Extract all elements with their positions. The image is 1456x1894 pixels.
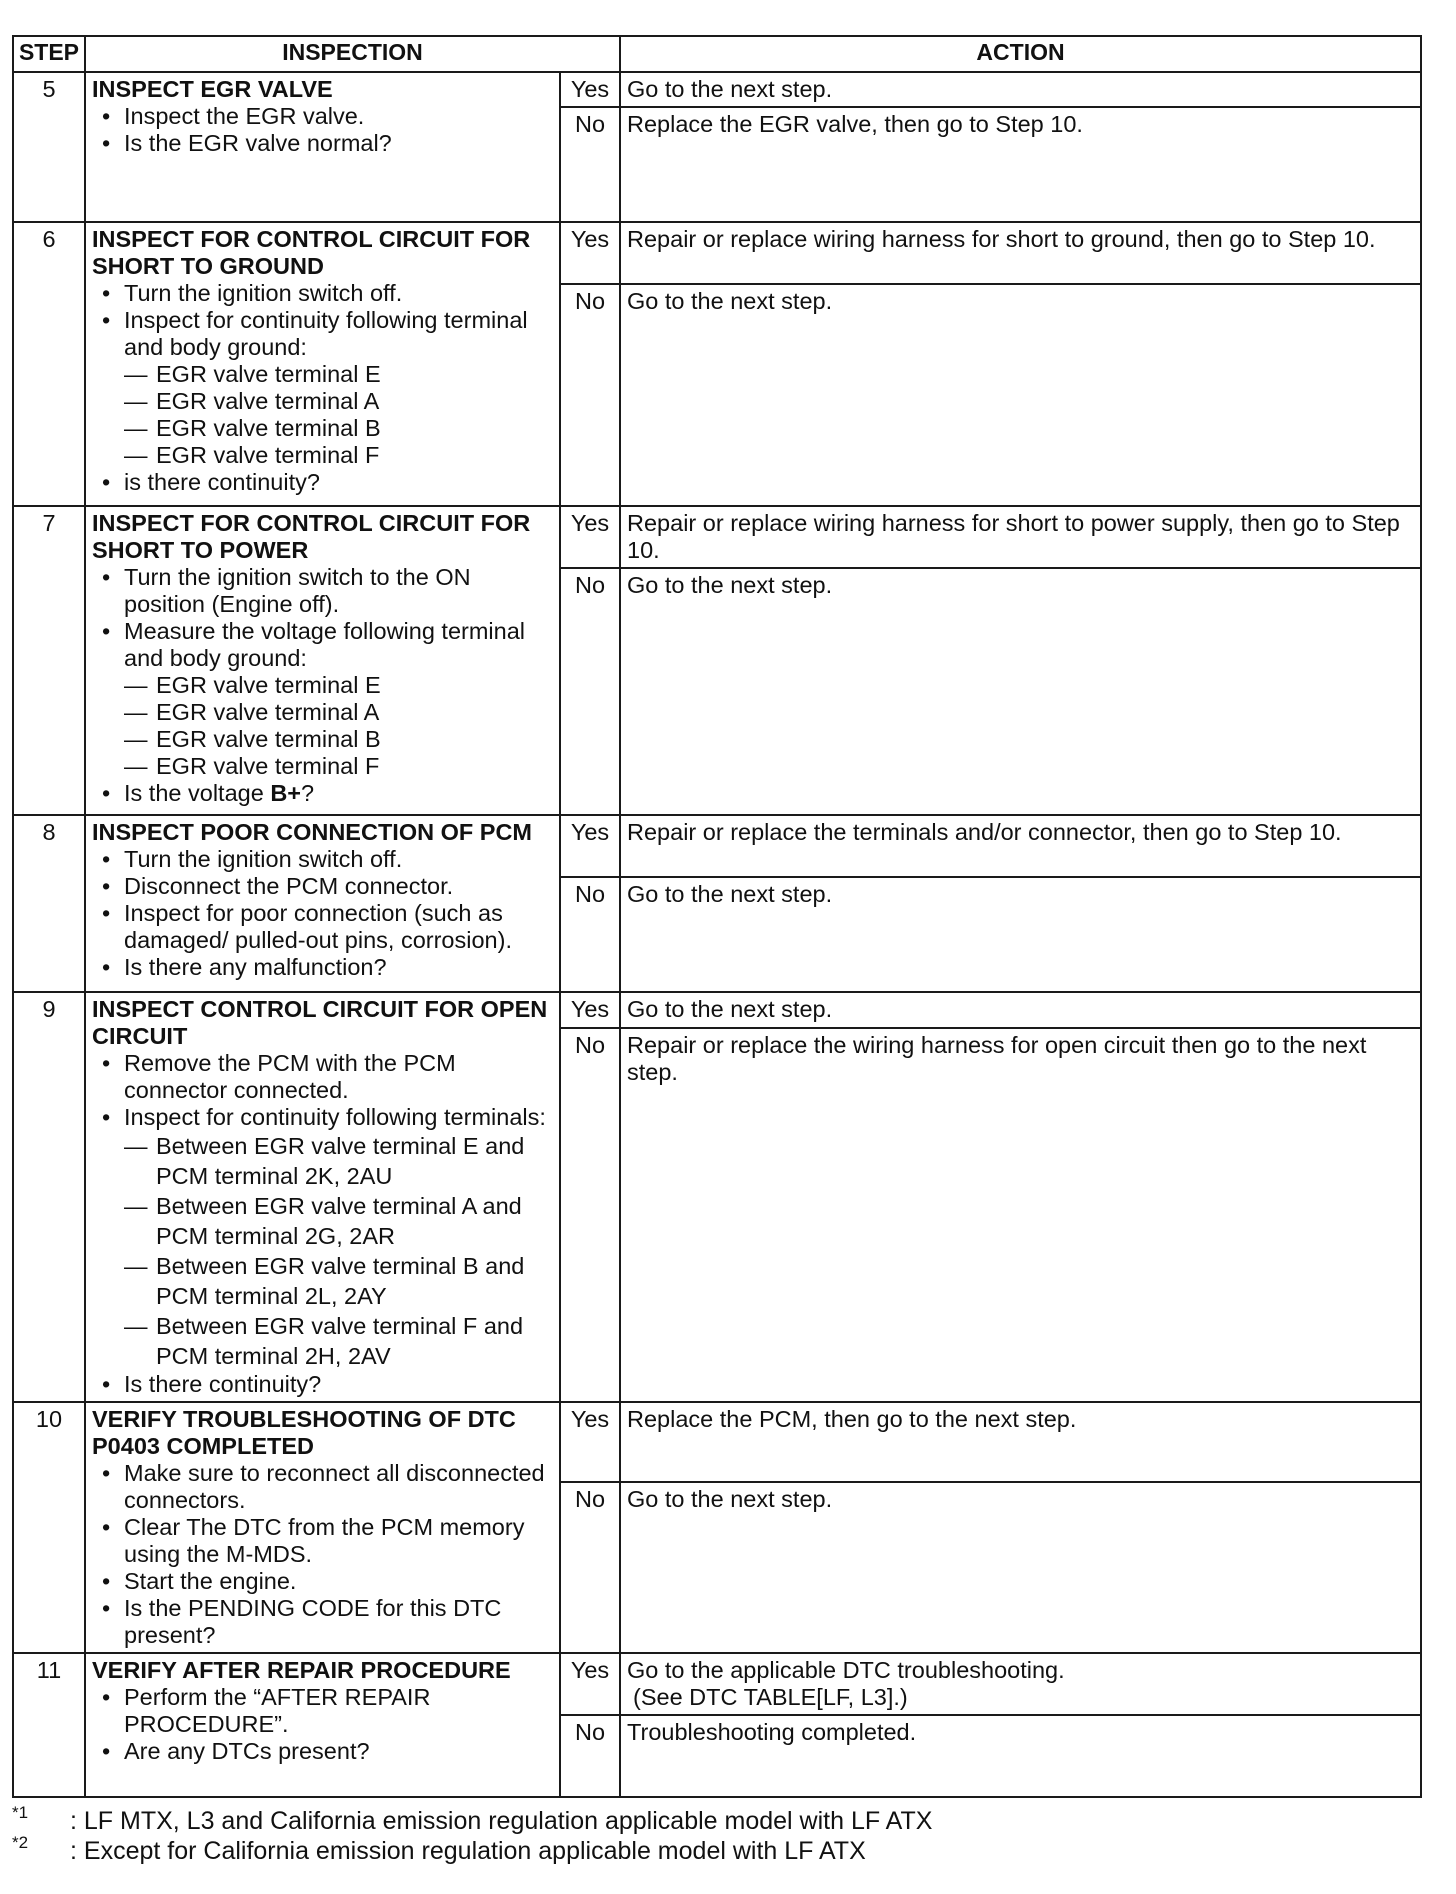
table-row — [13, 815, 1421, 877]
troubleshooting-document — [12, 35, 1420, 1798]
no-action: Troubleshooting completed. — [620, 1715, 1421, 1797]
inspection-title: INSPECT POOR CONNECTION OF PCM — [92, 819, 532, 845]
terminal-list — [124, 1131, 553, 1371]
step-number: 7 — [13, 506, 85, 815]
step-number: 11 — [13, 1653, 85, 1797]
list-item: • is there continuity? — [92, 469, 553, 496]
yes-action-text: Go to the applicable DTC troubleshooting. — [627, 1657, 1065, 1683]
list-item: • Clear The DTC from the PCM memory using the M-MDS. — [92, 1514, 553, 1568]
terminal-item: — Between EGR valve terminal B and PCM terminal 2L, 2AY — [124, 1253, 525, 1309]
terminal-item: — Between EGR valve terminal F and PCM terminal 2H, 2AV — [124, 1313, 524, 1369]
header-action: ACTION — [620, 36, 1421, 72]
yes-label: Yes — [560, 815, 620, 877]
footnote-mark: *1 — [12, 1803, 29, 1822]
list-item: • Disconnect the PCM connector. — [92, 873, 553, 900]
terminal-item: — EGR valve terminal B — [124, 726, 381, 752]
inspection-title: INSPECT CONTROL CIRCUIT FOR OPEN CIRCUIT — [92, 996, 548, 1049]
list-item: • Are any DTCs present? — [92, 1738, 553, 1765]
list-item — [92, 780, 553, 807]
terminal-list — [124, 361, 553, 469]
terminal-text: , 2AY — [331, 1283, 387, 1309]
terminal-text: Between EGR valve terminal E and PCM terminal 2K — [156, 1133, 525, 1189]
list-item: • Is the EGR valve normal? — [92, 130, 553, 157]
inspection-title: INSPECT FOR CONTROL CIRCUIT FOR SHORT TO POWER — [92, 510, 531, 563]
no-action: Repair or replace the wiring harness for open circuit then go to the next step. — [620, 1028, 1421, 1402]
inspection-cell — [85, 1402, 560, 1653]
inspection-list — [92, 1684, 553, 1765]
table-row — [13, 506, 1421, 568]
yes-action: Replace the PCM, then go to the next step. — [620, 1402, 1421, 1482]
list-item-text: Inspect for continuity following terminals: — [124, 1104, 546, 1130]
inspection-list — [92, 846, 553, 981]
voltage-value: B+ — [270, 780, 302, 806]
yes-action: Repair or replace the terminals and/or connector, then go to Step 10. — [620, 815, 1421, 877]
inspection-title: VERIFY AFTER REPAIR PROCEDURE — [92, 1657, 511, 1683]
inspection-cell — [85, 506, 560, 815]
terminal-item: — EGR valve terminal A — [124, 699, 380, 725]
troubleshooting-table — [12, 35, 1422, 1798]
no-label: No — [560, 107, 620, 222]
step-number: 6 — [13, 222, 85, 506]
list-item: • Make sure to reconnect all disconnected connectors. — [92, 1460, 553, 1514]
no-label: No — [560, 877, 620, 992]
no-label: No — [560, 1482, 620, 1653]
list-item: • Inspect the EGR valve. — [92, 103, 553, 130]
footnotes — [12, 1803, 1412, 1866]
footnote-text: : LF MTX, L3 and California emission regulation applicable model with LF ATX — [70, 1807, 933, 1835]
list-item: • Turn the ignition switch to the ON position (Engine off). — [92, 564, 553, 618]
terminal-text: Between EGR valve terminal F and PCM terminal 2H — [156, 1313, 524, 1369]
step-number: 10 — [13, 1402, 85, 1653]
inspection-list — [92, 103, 553, 157]
footnote — [12, 1803, 1412, 1836]
list-item-text: ? — [301, 780, 315, 806]
yes-label: Yes — [560, 222, 620, 284]
terminal-text: EGR valve terminal B — [156, 415, 381, 441]
list-item: • Inspect for poor connection (such as damaged/ pulled-out pins, corrosion). — [92, 900, 553, 954]
no-action: Go to the next step. — [620, 284, 1421, 506]
no-action: Go to the next step. — [620, 877, 1421, 992]
inspection-cell — [85, 1653, 560, 1797]
table-row — [13, 1653, 1421, 1715]
inspection-cell — [85, 992, 560, 1402]
terminal-text: EGR valve terminal B — [156, 726, 381, 752]
terminal-text: EGR valve terminal A — [156, 699, 380, 725]
no-label: No — [560, 568, 620, 815]
terminal-item: — Between EGR valve terminal E and PCM terminal 2K, 2AU — [124, 1133, 525, 1189]
terminal-text: EGR valve terminal F — [156, 753, 380, 779]
inspection-list — [92, 1460, 553, 1649]
yes-action: Repair or replace wiring harness for short to power supply, then go to Step 10. — [620, 506, 1421, 568]
terminal-text: EGR valve terminal E — [156, 361, 381, 387]
terminal-item: — EGR valve terminal F — [124, 753, 380, 779]
list-item: • Remove the PCM with the PCM connector connected. — [92, 1050, 553, 1104]
list-item — [92, 1104, 553, 1371]
inspection-cell — [85, 222, 560, 506]
yes-action: Go to the next step. — [620, 72, 1421, 107]
list-item-text: Inspect for continuity following terminal and body ground: — [124, 307, 528, 360]
yes-action: Repair or replace wiring harness for short to ground, then go to Step 10. — [620, 222, 1421, 284]
terminal-item: — EGR valve terminal E — [124, 361, 381, 387]
terminal-text: , 2AR — [336, 1223, 395, 1249]
inspection-title: VERIFY TROUBLESHOOTING OF DTC P0403 COMPLETED — [92, 1406, 516, 1459]
no-action: Go to the next step. — [620, 568, 1421, 815]
footnote — [12, 1833, 1412, 1866]
terminal-text: EGR valve terminal F — [156, 442, 380, 468]
header-step: STEP — [13, 36, 85, 72]
inspection-list — [92, 1050, 553, 1398]
no-action: Go to the next step. — [620, 1482, 1421, 1653]
table-header-row — [13, 36, 1421, 72]
yes-label: Yes — [560, 506, 620, 568]
table-row — [13, 222, 1421, 284]
table-row — [13, 72, 1421, 107]
yes-action: Go to the next step. — [620, 992, 1421, 1028]
terminal-text: Between EGR valve terminal A and PCM terminal 2G — [156, 1193, 522, 1249]
list-item-text: Is the voltage — [124, 780, 271, 806]
yes-label: Yes — [560, 992, 620, 1028]
yes-action — [620, 1653, 1421, 1715]
table-row — [13, 1402, 1421, 1482]
list-item: • Is there continuity? — [92, 1371, 553, 1398]
header-inspection: INSPECTION — [85, 36, 620, 72]
terminal-item: — EGR valve terminal A — [124, 388, 380, 414]
terminal-item: — EGR valve terminal B — [124, 415, 381, 441]
inspection-list — [92, 280, 553, 496]
terminal-text: , 2AV — [334, 1343, 391, 1369]
inspection-cell — [85, 72, 560, 222]
list-item: • Is the PENDING CODE for this DTC present? — [92, 1595, 553, 1649]
terminal-item: — Between EGR valve terminal A and PCM terminal 2G, 2AR — [124, 1193, 522, 1249]
inspection-list — [92, 564, 553, 807]
list-item — [92, 618, 553, 780]
list-item: • Turn the ignition switch off. — [92, 846, 553, 873]
yes-label: Yes — [560, 72, 620, 107]
yes-label: Yes — [560, 1653, 620, 1715]
no-action: Replace the EGR valve, then go to Step 10. — [620, 107, 1421, 222]
list-item: • Start the engine. — [92, 1568, 553, 1595]
yes-action-reference: (See DTC TABLE[LF, L3].) — [633, 1684, 908, 1710]
no-label: No — [560, 1028, 620, 1402]
terminal-text: Between EGR valve terminal B and PCM terminal 2L — [156, 1253, 525, 1309]
footnote-text: : Except for California emission regulation applicable model with LF ATX — [70, 1837, 866, 1865]
terminal-text: EGR valve terminal A — [156, 388, 380, 414]
table-row — [13, 992, 1421, 1028]
terminal-text: EGR valve terminal E — [156, 672, 381, 698]
list-item-text: Measure the voltage following terminal and body ground: — [124, 618, 526, 671]
yes-label: Yes — [560, 1402, 620, 1482]
inspection-title: INSPECT FOR CONTROL CIRCUIT FOR SHORT TO GROUND — [92, 226, 531, 279]
footnote-mark: *2 — [12, 1833, 29, 1852]
terminal-list — [124, 672, 553, 780]
no-label: No — [560, 284, 620, 506]
step-number: 5 — [13, 72, 85, 222]
terminal-item: — EGR valve terminal F — [124, 442, 380, 468]
terminal-item: — EGR valve terminal E — [124, 672, 381, 698]
list-item: • Is there any malfunction? — [92, 954, 553, 981]
step-number: 8 — [13, 815, 85, 992]
inspection-title: INSPECT EGR VALVE — [92, 76, 333, 102]
list-item — [92, 307, 553, 469]
inspection-cell — [85, 815, 560, 992]
no-label: No — [560, 1715, 620, 1797]
terminal-text: , 2AU — [333, 1163, 393, 1189]
step-number: 9 — [13, 992, 85, 1402]
list-item: • Turn the ignition switch off. — [92, 280, 553, 307]
list-item: • Perform the “AFTER REPAIR PROCEDURE”. — [92, 1684, 553, 1738]
